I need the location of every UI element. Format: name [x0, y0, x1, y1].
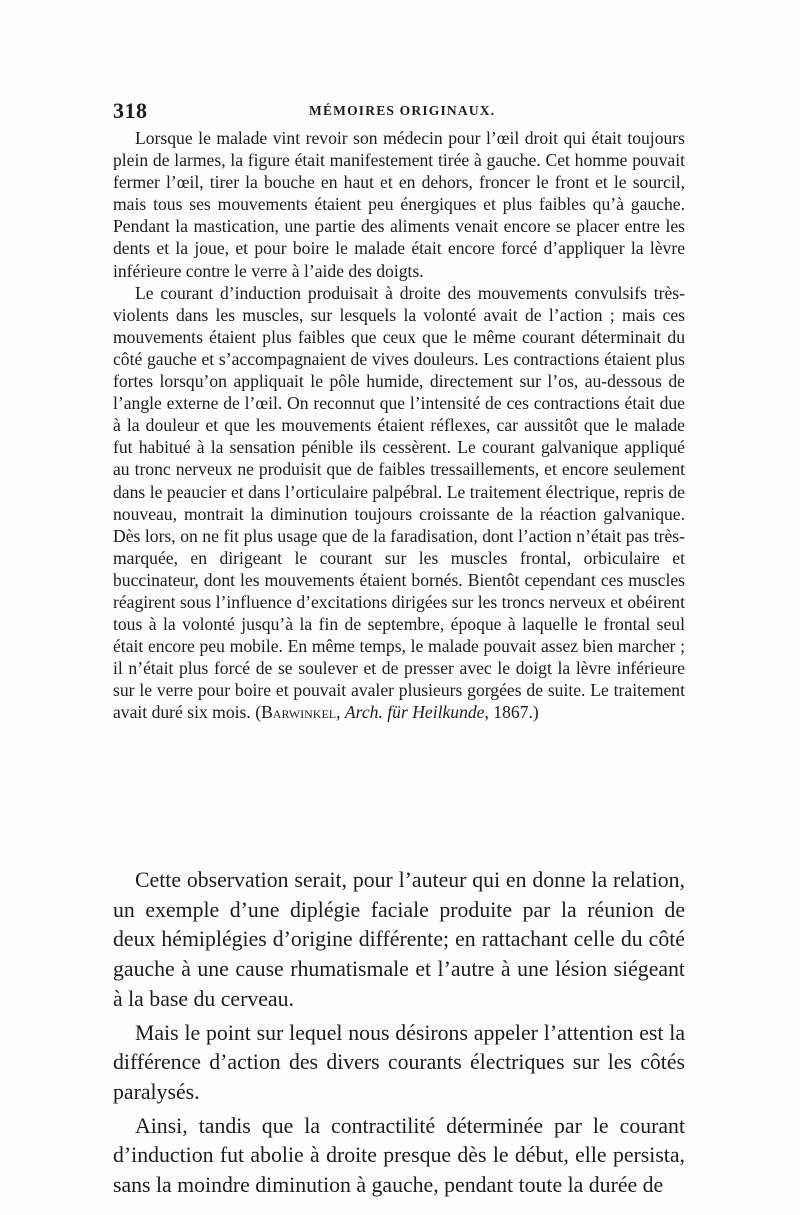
citation-author: Barwinkel: [261, 702, 337, 723]
page-number: 318: [113, 98, 148, 123]
running-title: MÉMOIRES ORIGINAUX.: [309, 103, 496, 118]
small-paragraph-2-body: Le courant d’induction produisait à droite des mouvements convulsifs très-violents dans les muscles, sur lesquels la volonté avait de l’action ; mais ces mouvements étaient plus faibles que ceux que le même courant déterminait du côté gauche et s’accompagnaient de vives douleurs. Les contractions étaient plus fortes lorsqu’on appliquait le pôle humide, directement sur l’os, au-dessous de l’angle externe de l’œil. On reconnut que l’intensité de ces contractions était due à la douleur et que les mouvements étaient réflexes, car aussitôt que le malade fut habitué à la sensation pénible ils cessèrent. Le courant galvanique appliqué au tronc nerveux ne produisit que de faibles tressaillements, et encore seulement dans le peaucier et dans l’orticulaire palpébral. Le traitement électrique, repris de nouveau, montrait la diminution toujours croissante de la réaction galvanique. Dès lors, on ne fit plus usage que de la faradisation, dont l’action n’était pas très-marquée, en dirigeant le courant sur les muscles frontal, orbiculaire et buccinateur, dont les mouvements étaient bornés. Bientôt cependant ces muscles réagirent sous l’influence d’excitations dirigées sur les troncs nerveux et obéirent tous à la volonté jusqu’à la fin de septembre, époque à laquelle le frontal seul était encore peu mobile. En même temps, le malade pouvait assez bien marcher ; il n’était plus forcé de se soulever et de presser avec le doigt la lèvre inférieure sur le verre pour boire et pouvait avaler plusieurs gorgées de suite. Le traitement avait duré six mois.: [113, 282, 685, 723]
small-print-block: [113, 127, 685, 724]
main-paragraph-3: Ainsi, tandis que la contractilité déterminée par le courant d’induction fut abolie à droite presque dès le début, elle persista, sans la moindre diminution à gauche, pendant toute la durée de: [113, 1113, 685, 1198]
main-paragraph-2: Mais le point sur lequel nous désirons appeler l’attention est la différence d’action des divers courants électriques sur les côtés paralysés.: [113, 1020, 685, 1104]
citation-separator: ,: [336, 702, 345, 723]
main-text-block: [113, 866, 685, 1205]
small-paragraph-2: [113, 282, 685, 724]
small-paragraph-1: Lorsque le malade vint revoir son médecin pour l’œil droit qui était toujours plein de larmes, la figure était manifestement tirée à gauche. Cet homme pouvait fermer l’œil, tirer la bouche en haut et en dehors, froncer le front et le sourcil, mais tous ses mouvements étaient peu énergiques et plus faibles qu’à gauche. Pendant la mastication, une partie des aliments venait encore se placer entre les dents et la joue, et pour boire le malade était encore forcé d’appliquer la lèvre inférieure contre le verre à l’aide des doigts.: [113, 128, 685, 281]
main-paragraph-1: Cette observation serait, pour l’auteur qui en donne la relation, un exemple d’une diplégie faciale produite par la réunion de deux hémiplégies d’origine différente; en rattachant celle du côté gauche à une cause rhumatismale et l’autre à une lésion siégeant à la base du cerveau.: [113, 868, 685, 1011]
running-head: [113, 98, 685, 122]
citation-journal: Arch. für Heilkunde: [344, 702, 485, 723]
citation-year: , 1867.): [484, 702, 539, 723]
citation-open: (: [255, 702, 262, 723]
